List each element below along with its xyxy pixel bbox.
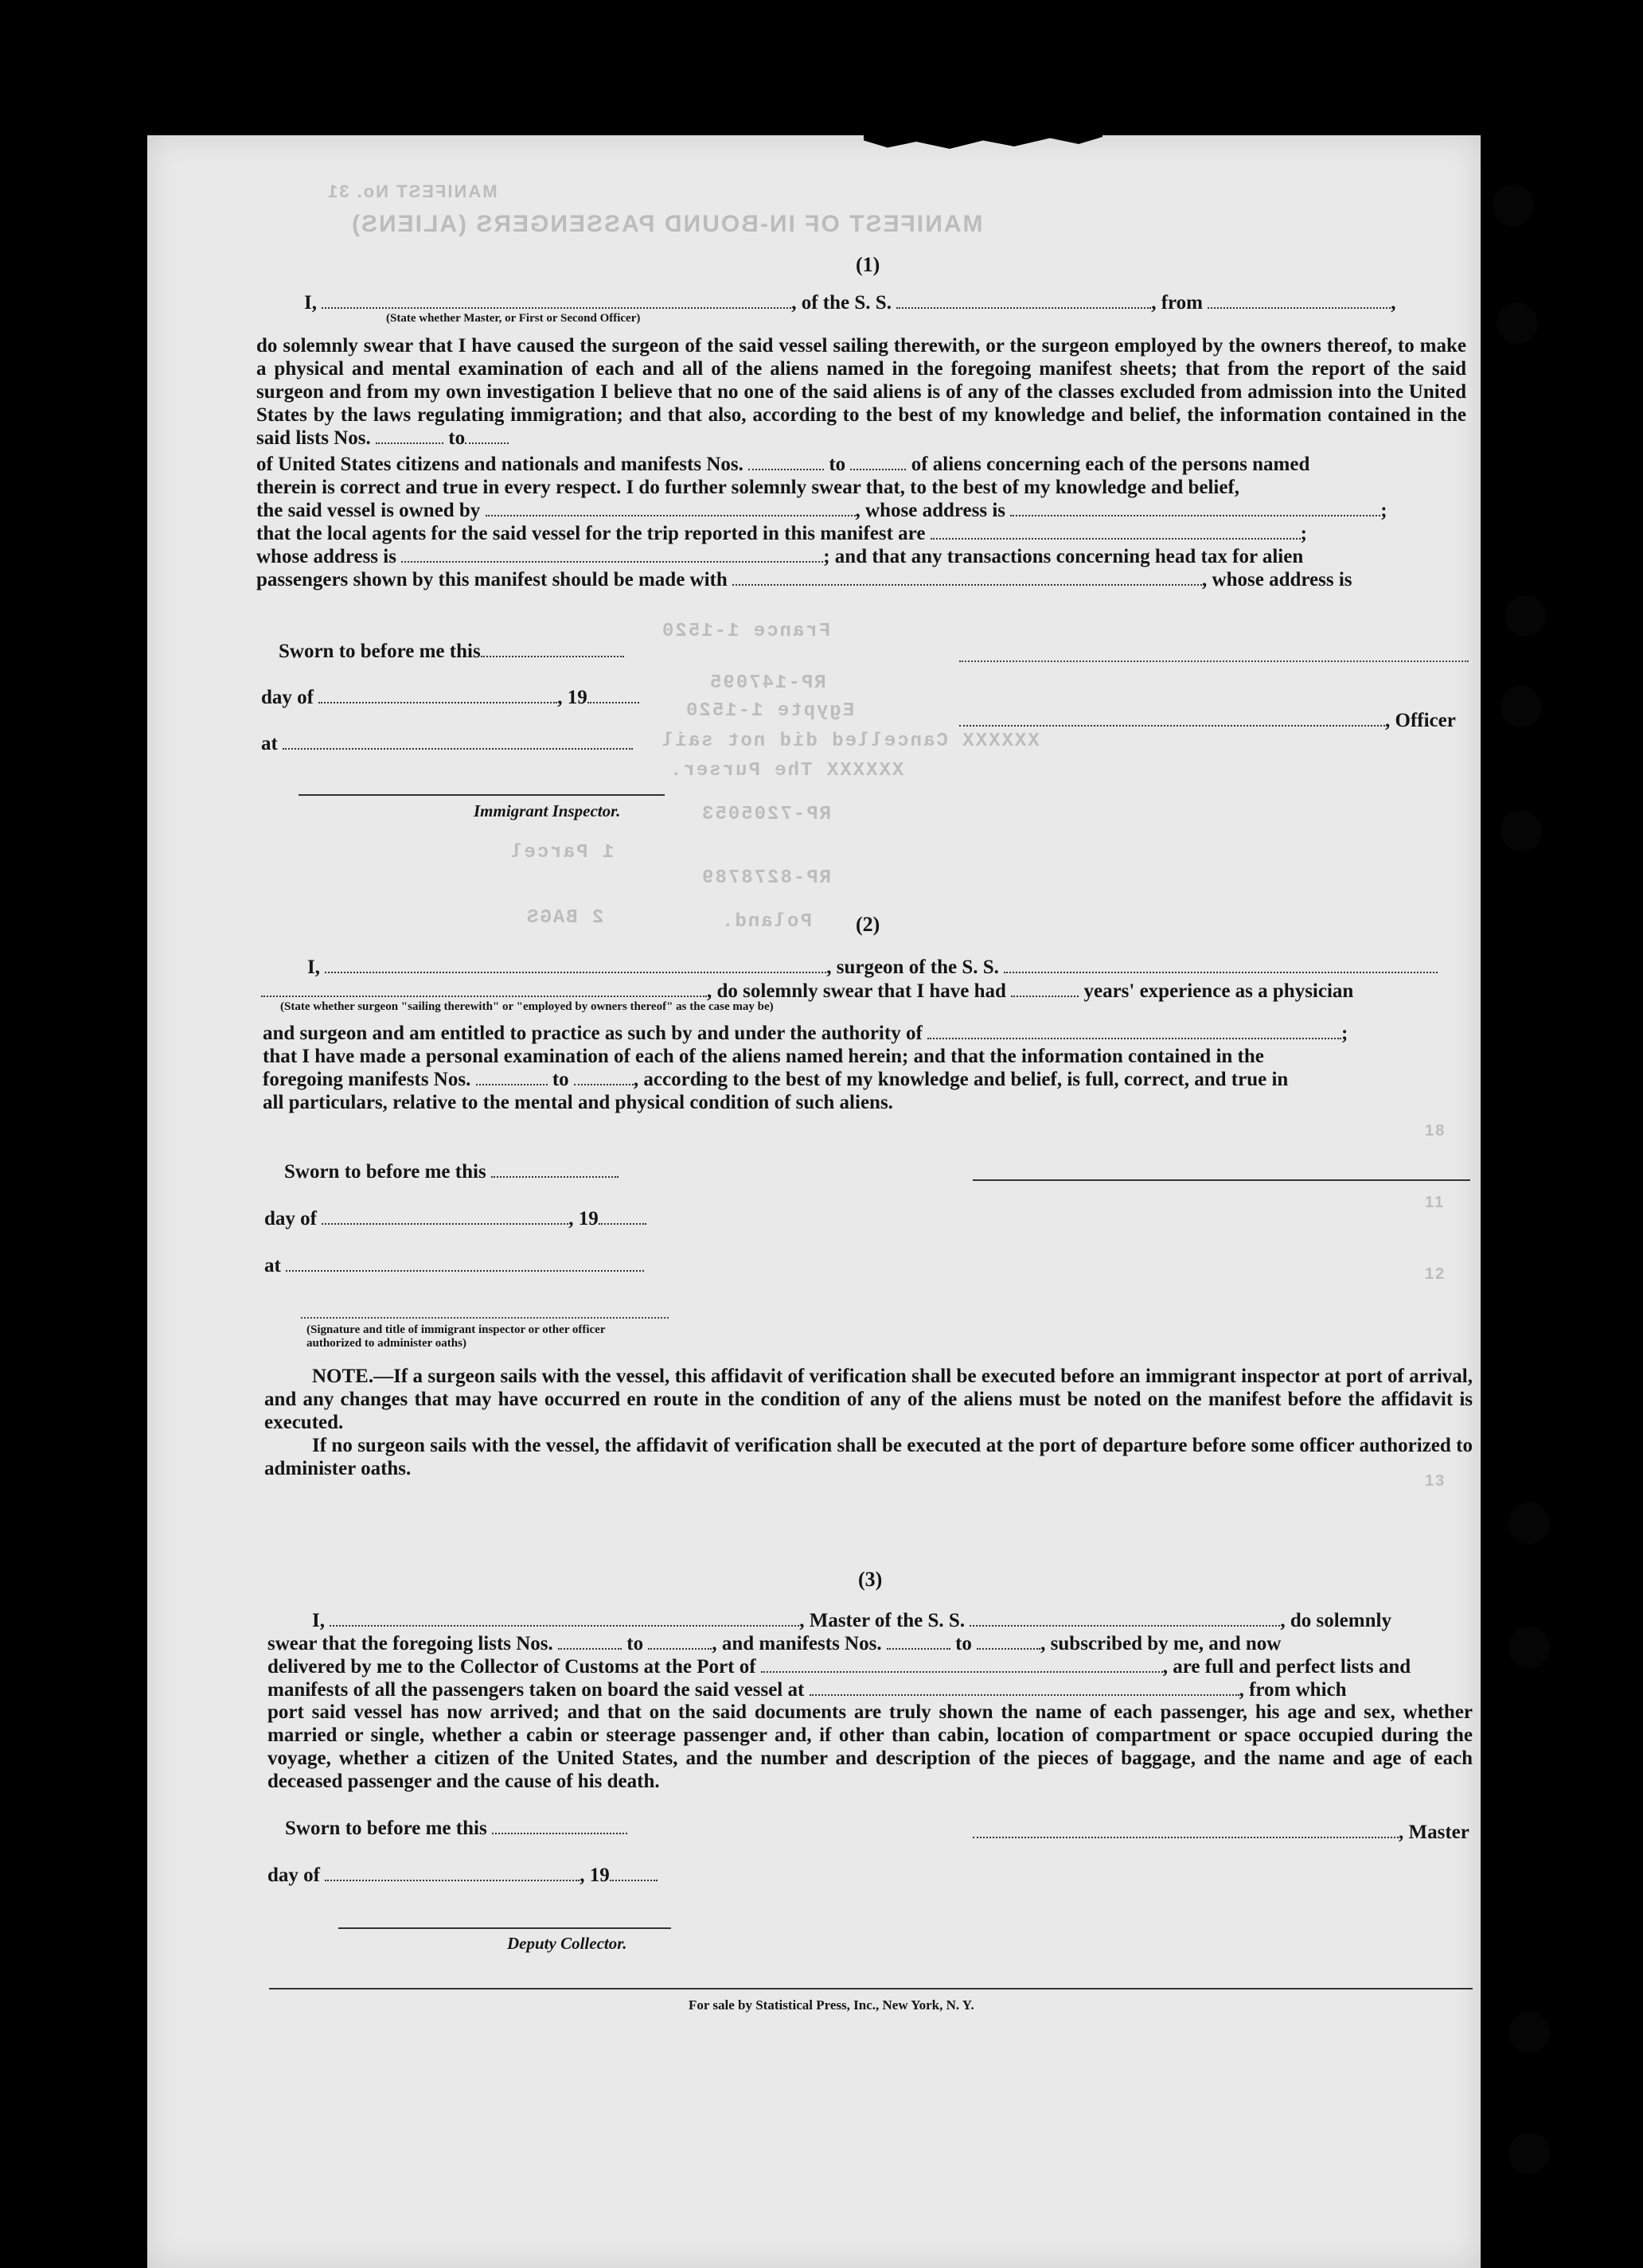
whose-address-label: , whose address is — [855, 500, 1006, 521]
binder-hole — [1493, 185, 1534, 226]
sworn-line — [284, 1162, 619, 1182]
agents-address-field[interactable] — [401, 547, 823, 563]
lists-line — [267, 1634, 1281, 1654]
whose-address-label: , whose address is — [1202, 569, 1352, 590]
lists-to-field[interactable] — [648, 1634, 712, 1650]
citizens-tail: of aliens concerning each of the persons named — [911, 454, 1310, 475]
manifests-to-field[interactable] — [574, 1070, 634, 1085]
master-line — [312, 1611, 1391, 1631]
at-label: at — [264, 1255, 281, 1276]
day-of-field[interactable] — [318, 688, 557, 703]
sworn-label: Sworn to before me this — [279, 641, 481, 662]
surgeon-line — [307, 957, 1438, 977]
ghost-row-text: Poland. — [720, 911, 812, 933]
at-label: at — [261, 733, 278, 754]
day-of-field[interactable] — [322, 1209, 568, 1225]
years-field[interactable] — [1011, 981, 1079, 997]
ghost-header-title: MANIFEST OF IN-BOUND PASSENGERS (ALIENS) — [350, 211, 983, 237]
note-paragraph — [264, 1365, 1473, 1434]
authority-line: and surgeon and am entitled to practice as such by and under the authority of ; — [263, 1023, 1348, 1044]
of-ss-label: , of the S. S. — [791, 292, 892, 314]
surgeon-caption: (State whether surgeon "sailing therewith" or "employed by owners thereof" as the case may be) — [280, 1000, 774, 1013]
ghost-row-text: RP-7205053 — [701, 804, 832, 825]
binder-hole — [1508, 1627, 1550, 1668]
note-label: NOTE. — [312, 1366, 374, 1387]
experience-line — [261, 981, 1353, 1001]
to-label: to — [829, 454, 846, 475]
binder-hole — [1508, 2012, 1550, 2053]
head-tax-text: ; and that any transactions concerning head tax for alien — [823, 546, 1304, 567]
full-perfect-text: , are full and perfect lists and — [1162, 1656, 1411, 1678]
section-1-number: (1) — [856, 253, 880, 276]
ghost-row-text: Egypte 1-1520 — [685, 700, 855, 722]
passengers-text: passengers shown by this manifest should be made with — [256, 569, 728, 590]
day-of-label: day of — [261, 687, 314, 708]
ghost-row-text: 2 BAGS — [525, 907, 604, 929]
year-prefix: , 19 — [580, 1865, 610, 1886]
master-label: , Master — [1399, 1822, 1469, 1843]
officer-signature-line — [959, 711, 1456, 731]
sworn-line — [285, 1818, 627, 1838]
oath-i-label: I, — [307, 957, 320, 978]
whose-address-label: whose address is — [256, 546, 396, 567]
owner-address-field[interactable] — [1010, 501, 1380, 516]
note-paragraph-2 — [264, 1434, 1473, 1480]
oath-paragraph-text: do solemnly swear that I have caused the surgeon of the said vessel sailing therewith, or the surgeon employed by the owners thereof, to make a physical and mental examination of each and all of the aliens named in the foregoing manifest sheets; that from the report of the said surgeon and from my own investigation I believe that no one of the said aliens is of any of the classes excluded from admission into the United States by the laws regulating immigration; and that also, according to the best of my knowledge and belief, the information contained in the said lists Nos. — [256, 335, 1466, 449]
agents-label: that the local agents for the said vessel for the trip reported in this manifest are — [256, 523, 926, 544]
manifests-to-field[interactable] — [850, 454, 906, 470]
sworn-label: Sworn to before me this — [284, 1161, 486, 1183]
delivered-text: delivered by me to the Collector of Customs at the Port of — [267, 1656, 756, 1678]
agents-line: that the local agents for the said vessel for the trip reported in this manifest are ; — [256, 523, 1307, 544]
sworn-date-field[interactable] — [481, 641, 624, 657]
ghost-row-number: 12 — [1425, 1265, 1446, 1283]
sworn-date-field[interactable] — [492, 1818, 627, 1834]
to-label: to — [955, 1633, 972, 1654]
officer-caption: (State whether Master, or First or Second Officer) — [386, 312, 641, 325]
lists-from-field[interactable] — [558, 1634, 622, 1650]
year-prefix: , 19 — [568, 1208, 599, 1229]
note-text-2: If no surgeon sails with the vessel, the affidavit of verification shall be executed at the port of departure before some officer authorized to administer oaths. — [264, 1435, 1473, 1479]
from-which-text: , from which — [1239, 1679, 1347, 1701]
oath-i-label: I, — [304, 292, 317, 314]
head-tax-agent-field[interactable] — [732, 570, 1202, 586]
day-of-field[interactable] — [325, 1865, 580, 1881]
ghost-row-text: France 1-1520 — [661, 621, 831, 642]
binder-hole — [1501, 686, 1542, 727]
to-label: to — [626, 1633, 644, 1654]
owned-by-label: the said vessel is owned by — [256, 500, 481, 521]
do-solemnly-text: , do solemnly — [1280, 1610, 1391, 1631]
oath-paragraph — [256, 334, 1466, 450]
swear-text: swear that the foregoing lists Nos. — [267, 1633, 553, 1654]
passengers-line — [256, 570, 1352, 590]
port-from-field[interactable] — [1208, 293, 1391, 309]
ghost-row-text: RP-147095 — [708, 672, 826, 694]
section-3-number: (3) — [858, 1568, 883, 1591]
ghost-row-number: 11 — [1425, 1194, 1446, 1211]
officer-signature-field[interactable] — [959, 711, 1385, 727]
examination-line: that I have made a personal examination of each of the aliens named herein; and that the information contained in the — [263, 1046, 1264, 1067]
surgeon-vessel-field[interactable] — [1004, 957, 1438, 973]
manifests-from-field[interactable] — [476, 1070, 548, 1085]
at-line — [261, 734, 633, 754]
ghost-row-number: 18 — [1425, 1122, 1446, 1140]
surgeon-name-field[interactable] — [325, 957, 826, 973]
master-signature-field[interactable] — [973, 1822, 1399, 1838]
officer-line: I, , of the S. S. , from , — [304, 292, 1396, 314]
at-line — [264, 1256, 644, 1276]
authority-field[interactable] — [927, 1023, 1341, 1039]
surgeon-of-label: , surgeon of the S. S. — [826, 957, 999, 978]
authority-text: and surgeon and am entitled to practice as such by and under the authority of — [263, 1023, 923, 1044]
manifests-line — [263, 1070, 1288, 1089]
year-field[interactable] — [610, 1865, 658, 1881]
binder-hole — [1497, 302, 1538, 344]
citizens-line — [256, 454, 1309, 474]
manifests-from-field[interactable] — [748, 454, 824, 470]
year-prefix: , 19 — [557, 687, 587, 708]
ghost-row-number: 13 — [1425, 1472, 1446, 1490]
manifests-from-field[interactable] — [887, 1634, 950, 1650]
manifests-text: foregoing manifests Nos. — [263, 1069, 471, 1090]
delivered-line — [267, 1657, 1411, 1677]
particulars-line: all particulars, relative to the mental and physical condition of such aliens. — [263, 1092, 893, 1113]
embark-port-field[interactable] — [810, 1680, 1239, 1696]
to-label: to — [448, 427, 466, 449]
agents-field[interactable] — [931, 524, 1301, 540]
at-field[interactable] — [286, 1256, 644, 1272]
day-of-line — [264, 1209, 646, 1229]
lists-to-field[interactable] — [465, 428, 509, 444]
day-of-line — [261, 688, 639, 707]
at-field[interactable] — [283, 734, 633, 750]
ghost-row-text: RP-8278789 — [701, 867, 832, 889]
subscribed-text: , subscribed by me, and now — [1040, 1633, 1282, 1654]
solemnly-text: , do solemnly swear that I have had — [707, 980, 1006, 1002]
sworn-line — [279, 641, 624, 661]
ghost-row-text: XXXXXX The Purser. — [669, 760, 904, 781]
master-paragraph: port said vessel has now arrived; and that on the said documents are truly shown the name of each passenger, his age and sex, whether married or single, whether a cabin or steerage passenger and, if other than cabin, location of compartment or space occupied during the voyage, whether a citizen of the United States, and the number and description of the pieces of baggage, and the name and age of each deceased passenger and the cause of his death. — [267, 1701, 1473, 1792]
binder-hole — [1508, 2133, 1550, 2174]
binder-hole — [1501, 810, 1542, 851]
deputy-caption: Deputy Collector. — [507, 1934, 627, 1953]
binder-hole — [1508, 1502, 1550, 1544]
day-of-label: day of — [264, 1208, 317, 1229]
day-of-line — [267, 1865, 658, 1885]
master-vessel-field[interactable] — [970, 1611, 1280, 1627]
year-field[interactable] — [599, 1209, 646, 1225]
citizens-text: of United States citizens and nationals and manifests Nos. — [256, 454, 743, 475]
signature-line[interactable] — [959, 661, 1469, 662]
sworn-date-field[interactable] — [491, 1162, 619, 1178]
manifests-tail: , according to the best of my knowledge and belief, is full, correct, and true in — [633, 1069, 1289, 1090]
owner-field[interactable] — [486, 501, 856, 516]
lists-from-field[interactable] — [376, 428, 443, 444]
manifests-to-field[interactable] — [977, 1634, 1040, 1650]
sworn-label: Sworn to before me this — [285, 1818, 487, 1839]
inspector-signature-line[interactable] — [301, 1317, 669, 1319]
vessel-name-field[interactable] — [896, 293, 1151, 309]
manifests-all-text: manifests of all the passengers taken on board the said vessel at — [267, 1679, 805, 1701]
surgeon-status-field[interactable] — [261, 981, 707, 997]
surgeon-signature-line[interactable] — [973, 1179, 1470, 1181]
inspector-signature-line[interactable] — [299, 794, 665, 796]
to-label: to — [552, 1069, 569, 1090]
officer-label: , Officer — [1385, 710, 1456, 731]
therein-line: therein is correct and true in every respect. I do further solemnly swear that, to the best of my knowledge and belief, — [256, 477, 1240, 498]
years-text: years' experience as a physician — [1083, 980, 1354, 1002]
day-of-label: day of — [267, 1865, 320, 1886]
oath-i-label: I, — [312, 1610, 325, 1631]
deputy-signature-line[interactable] — [338, 1927, 671, 1929]
address2-line — [256, 547, 1303, 567]
officer-name-field[interactable] — [322, 293, 791, 309]
owned-by-line: the said vessel is owned by , whose address is ; — [256, 500, 1387, 521]
master-name-field[interactable] — [330, 1611, 799, 1627]
manifests-all-line — [267, 1680, 1347, 1700]
ghost-row-text: 1 Parcel — [509, 842, 615, 863]
ghost-manifest-no: MANIFEST No. 31 — [326, 181, 498, 201]
port-field[interactable] — [761, 1657, 1163, 1673]
and-manifests-text: , and manifests Nos. — [712, 1633, 882, 1654]
footer-rule — [269, 1988, 1473, 1989]
from-label: , from — [1151, 292, 1203, 314]
section-2-number: (2) — [856, 913, 880, 936]
master-signature-line — [973, 1822, 1469, 1842]
inspector-caption: Immigrant Inspector. — [474, 801, 621, 820]
ghost-row-text: XXXXXX Cancelled did not sail — [661, 731, 1040, 752]
printer-credit: For sale by Statistical Press, Inc., New York, N. Y. — [689, 1997, 974, 2013]
master-of-label: , Master of the S. S. — [799, 1610, 966, 1631]
signature-caption: (Signature and title of immigrant inspector or other officer authorized to administer oaths) — [306, 1323, 606, 1350]
note-text: —If a surgeon sails with the vessel, this affidavit of verification shall be executed before an immigrant inspector at port of arrival, and any changes that may have occurred en route in the condition of any of the aliens must be noted on the manifest before the affidavit is executed. — [264, 1366, 1473, 1433]
year-field[interactable] — [587, 688, 639, 703]
binder-hole — [1504, 595, 1546, 637]
